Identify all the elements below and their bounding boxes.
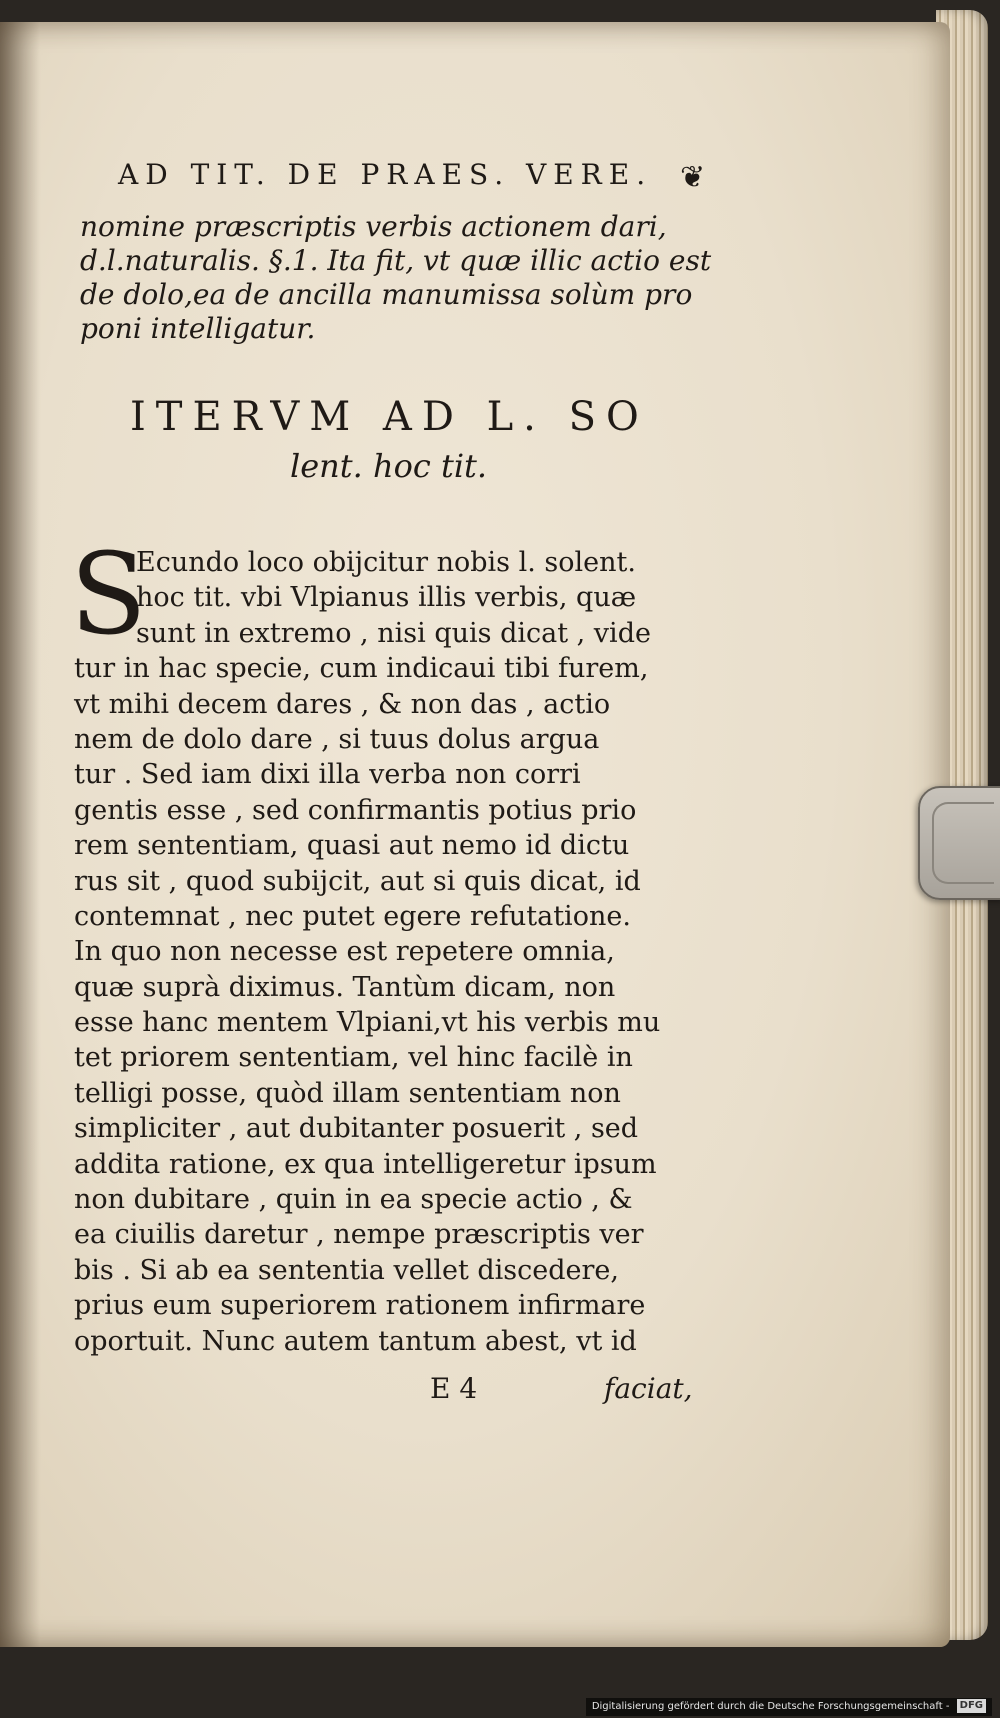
heading-line-2: lent. hoc tit. bbox=[290, 447, 488, 485]
text-line: bis . Si ab ea sententia vellet discedere, bbox=[74, 1254, 619, 1286]
text-line: oportuit. Nunc autem tantum abest, vt id bbox=[74, 1325, 637, 1357]
text-line: telligi posse, quòd illam sententiam non bbox=[74, 1077, 621, 1109]
text-line: Ecundo loco obijcitur nobis l. solent. bbox=[136, 547, 636, 578]
text-line: addita ratione, ex qua intelligeretur ipsum bbox=[74, 1148, 657, 1180]
text-line: tet priorem sententiam, vel hinc facilè in bbox=[74, 1042, 633, 1074]
text-line: contemnat , nec putet egere refutatione. bbox=[74, 900, 631, 932]
bookmark-clip bbox=[918, 786, 1000, 900]
text-line: nem de dolo dare , si tuus dolus argua bbox=[74, 723, 600, 755]
text-line: In quo non necesse est repetere omnia, bbox=[74, 936, 615, 968]
text-line: quæ suprà diximus. Tantùm dicam, non bbox=[74, 971, 616, 1003]
digitization-credit bbox=[586, 1698, 992, 1716]
dfg-logo-icon: DFG bbox=[957, 1699, 986, 1713]
text-line: vt mihi decem dares , & non das , actio bbox=[74, 688, 611, 720]
text-line: esse hanc mentem Vlpiani,vt his verbis mu bbox=[74, 1007, 661, 1039]
text-line: ea ciuilis daretur , nempe præscriptis ver bbox=[74, 1219, 644, 1251]
text-line: tur . Sed iam dixi illa verba non corri bbox=[74, 759, 581, 791]
catchword: faciat, bbox=[604, 1372, 693, 1405]
ornament-icon: ❦ bbox=[680, 160, 706, 195]
heading-line-1: ITERVM AD L. SO bbox=[130, 394, 649, 440]
intro-text bbox=[80, 210, 720, 346]
page-footer bbox=[430, 1372, 730, 1412]
section-heading bbox=[130, 392, 700, 490]
text-line: simpliciter , aut dubitanter posuerit , sed bbox=[74, 1113, 639, 1145]
credit-text: Digitalisierung gefördert durch die Deutsche Forschungsgemeinschaft - bbox=[591, 1701, 950, 1712]
text-line: nomine præscriptis verbis actionem dari, bbox=[80, 210, 667, 243]
running-head: AD TIT. DE PRAES. VERE. bbox=[118, 158, 653, 191]
text-line: rem sententiam, quasi aut nemo id dictu bbox=[74, 830, 630, 862]
text-line: gentis esse , sed confirmantis potius prio bbox=[74, 794, 637, 826]
text-line: de dolo,ea de ancilla manumissa solùm pro bbox=[80, 278, 693, 311]
signature-mark: E 4 bbox=[430, 1372, 478, 1405]
binding-shadow bbox=[0, 22, 40, 1647]
text-line: sunt in extremo , nisi quis dicat , vide bbox=[136, 617, 651, 649]
text-line: rus sit , quod subijcit, aut si quis dicat, id bbox=[74, 865, 641, 897]
text-line: d.l.naturalis. §.1. Ita fit, vt quæ illic actio est bbox=[80, 244, 712, 277]
text-line: non dubitare , quin in ea specie actio , & bbox=[74, 1184, 633, 1216]
text-line: tur in hac specie, cum indicaui tibi furem, bbox=[74, 653, 649, 685]
bookmark-clip-inner bbox=[932, 802, 994, 884]
drop-cap-initial: S bbox=[70, 530, 147, 660]
text-line: poni intelligatur. bbox=[80, 312, 316, 345]
text-line: hoc tit. vbi Vlpianus illis verbis, quæ bbox=[136, 582, 637, 614]
body-text bbox=[74, 545, 714, 1359]
text-line: prius eum superiorem rationem infirmare bbox=[74, 1290, 646, 1322]
